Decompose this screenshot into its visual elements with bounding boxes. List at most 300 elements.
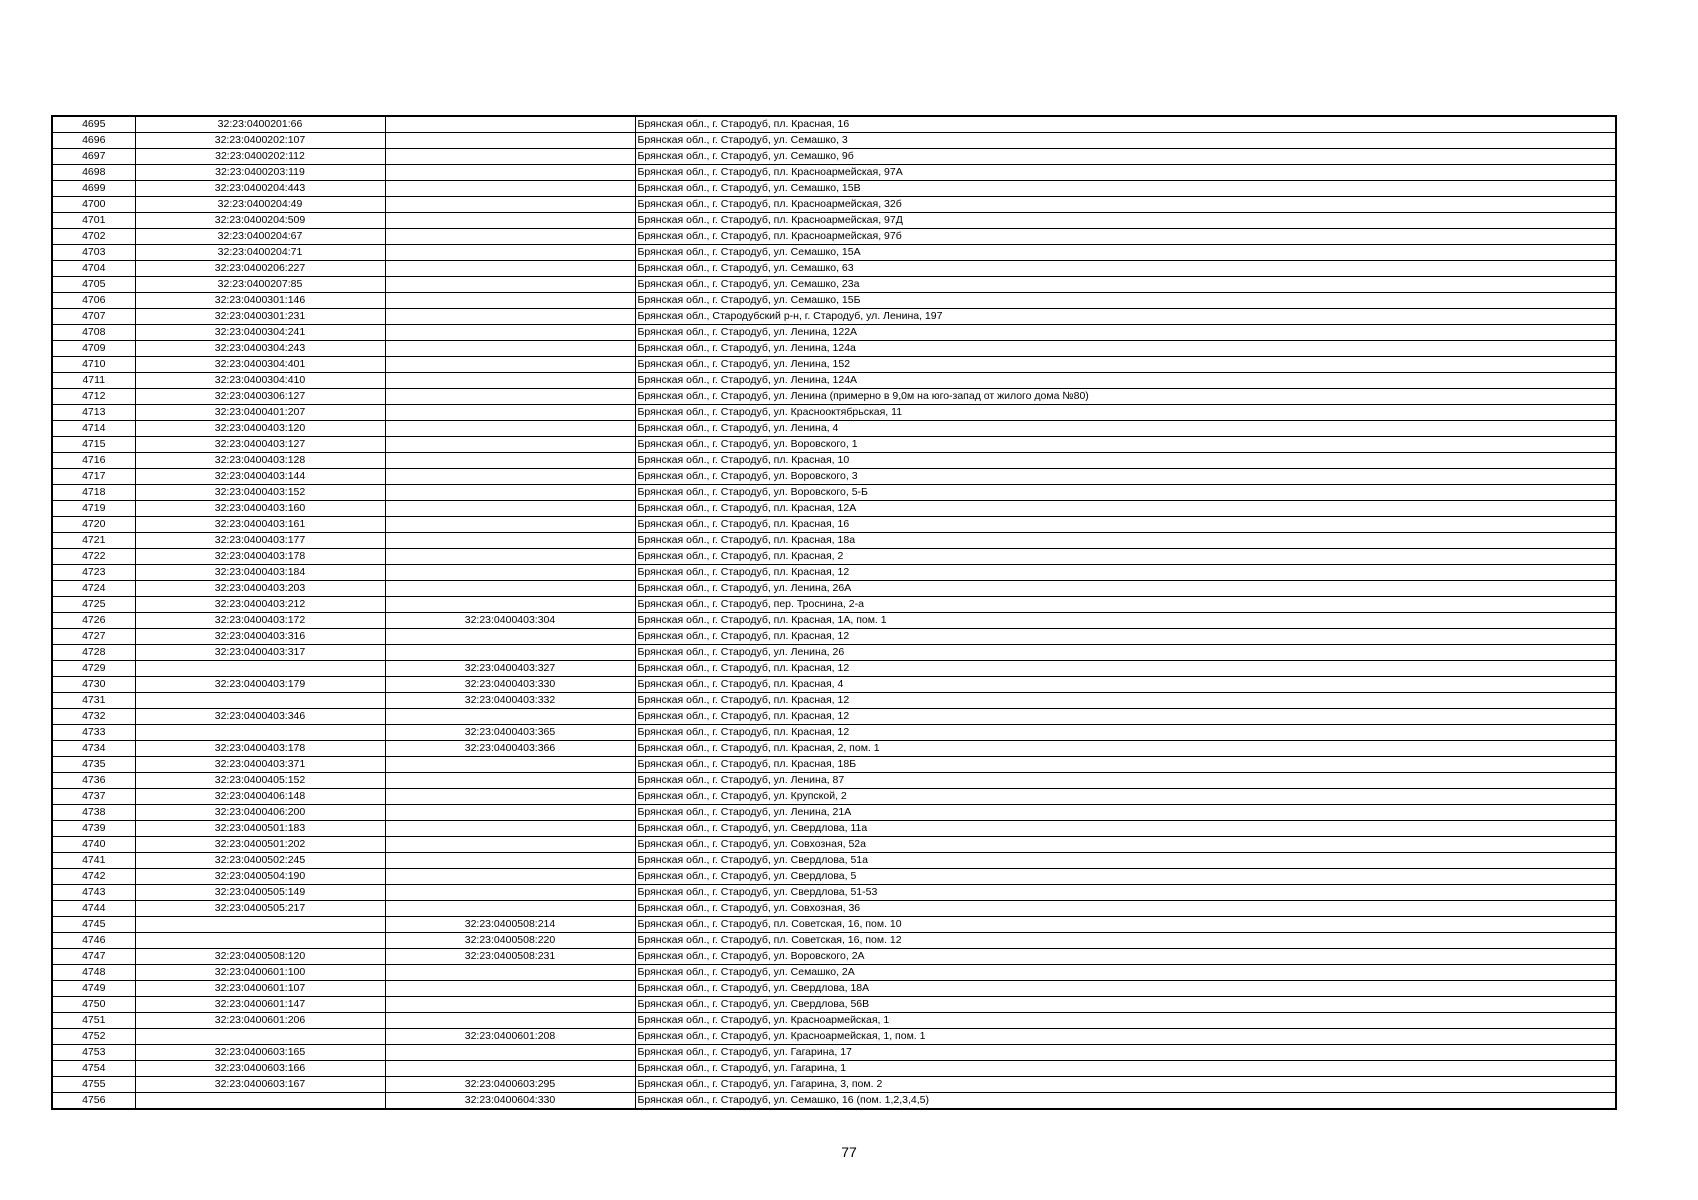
row-number-cell: 4732 (52, 709, 135, 725)
row-number-cell: 4739 (52, 821, 135, 837)
table-row (52, 677, 1616, 693)
address-cell: Брянская обл., г. Стародуб, ул. Семашко, 16 (пом. 1,2,3,4,5) (635, 1093, 1616, 1110)
cadastral-number-cell: 32:23:0400403:160 (135, 501, 385, 517)
row-number-cell: 4738 (52, 805, 135, 821)
row-number-cell: 4711 (52, 373, 135, 389)
table-row (52, 1013, 1616, 1029)
linked-cadastral-number-cell (385, 709, 635, 725)
linked-cadastral-number-cell (385, 565, 635, 581)
cadastral-number-cell: 32:23:0400406:148 (135, 789, 385, 805)
cadastral-number-cell: 32:23:0400505:217 (135, 901, 385, 917)
row-number-cell: 4706 (52, 293, 135, 309)
address-cell: Брянская обл., г. Стародуб, ул. Гагарина, 1 (635, 1061, 1616, 1077)
linked-cadastral-number-cell (385, 245, 635, 261)
table-row (52, 293, 1616, 309)
linked-cadastral-number-cell (385, 421, 635, 437)
table-row (52, 597, 1616, 613)
address-cell: Брянская обл., г. Стародуб, ул. Семашко, 15А (635, 245, 1616, 261)
cadastral-number-cell: 32:23:0400403:128 (135, 453, 385, 469)
address-cell: Брянская обл., г. Стародуб, ул. Ленина, 124а (635, 341, 1616, 357)
address-cell: Брянская обл., г. Стародуб, пл. Красная, 16 (635, 116, 1616, 133)
row-number-cell: 4723 (52, 565, 135, 581)
address-cell: Брянская обл., г. Стародуб, ул. Свердлова, 51-53 (635, 885, 1616, 901)
row-number-cell: 4695 (52, 116, 135, 133)
linked-cadastral-number-cell (385, 309, 635, 325)
table-row (52, 389, 1616, 405)
table-row (52, 725, 1616, 741)
linked-cadastral-number-cell (385, 165, 635, 181)
address-cell: Брянская обл., г. Стародуб, пер. Троснина, 2-а (635, 597, 1616, 613)
row-number-cell: 4747 (52, 949, 135, 965)
address-cell: Брянская обл., г. Стародуб, ул. Ленина (примерно в 9,0м на юго-запад от жилого дома №80) (635, 389, 1616, 405)
table-row (52, 693, 1616, 709)
address-cell: Брянская обл., г. Стародуб, пл. Красная, 1А, пом. 1 (635, 613, 1616, 629)
cadastral-number-cell: 32:23:0400601:147 (135, 997, 385, 1013)
table-row (52, 181, 1616, 197)
address-cell: Брянская обл., г. Стародуб, ул. Семашко, 9б (635, 149, 1616, 165)
cadastral-number-cell: 32:23:0400403:177 (135, 533, 385, 549)
address-cell: Брянская обл., г. Стародуб, пл. Красноармейская, 97б (635, 229, 1616, 245)
linked-cadastral-number-cell (385, 485, 635, 501)
row-number-cell: 4703 (52, 245, 135, 261)
cadastral-number-cell: 32:23:0400304:401 (135, 357, 385, 373)
linked-cadastral-number-cell: 32:23:0400508:231 (385, 949, 635, 965)
linked-cadastral-number-cell (385, 997, 635, 1013)
cadastral-number-cell: 32:23:0400301:231 (135, 309, 385, 325)
address-cell: Брянская обл., г. Стародуб, ул. Свердлова, 11а (635, 821, 1616, 837)
cadastral-number-cell: 32:23:0400403:184 (135, 565, 385, 581)
linked-cadastral-number-cell (385, 389, 635, 405)
table-row (52, 949, 1616, 965)
table-row (52, 661, 1616, 677)
linked-cadastral-number-cell: 32:23:0400403:365 (385, 725, 635, 741)
table-row (52, 373, 1616, 389)
row-number-cell: 4696 (52, 133, 135, 149)
address-cell: Брянская обл., г. Стародуб, пл. Красная, 18Б (635, 757, 1616, 773)
row-number-cell: 4743 (52, 885, 135, 901)
address-cell: Брянская обл., г. Стародуб, пл. Красная, 12 (635, 565, 1616, 581)
table-row (52, 965, 1616, 981)
linked-cadastral-number-cell: 32:23:0400601:208 (385, 1029, 635, 1045)
cadastral-number-cell (135, 725, 385, 741)
address-cell: Брянская обл., г. Стародуб, ул. Ленина, 122А (635, 325, 1616, 341)
address-cell: Брянская обл., г. Стародуб, пл. Красная, 10 (635, 453, 1616, 469)
address-cell: Брянская обл., г. Стародуб, ул. Ленина, 21А (635, 805, 1616, 821)
cadastral-number-cell (135, 693, 385, 709)
cadastral-number-cell: 32:23:0400403:152 (135, 485, 385, 501)
table-row (52, 213, 1616, 229)
row-number-cell: 4745 (52, 917, 135, 933)
address-cell: Брянская обл., г. Стародуб, пл. Красная, 2 (635, 549, 1616, 565)
cadastral-number-cell: 32:23:0400403:178 (135, 549, 385, 565)
address-cell: Брянская обл., г. Стародуб, пл. Советская, 16, пом. 12 (635, 933, 1616, 949)
linked-cadastral-number-cell: 32:23:0400403:330 (385, 677, 635, 693)
linked-cadastral-number-cell (385, 805, 635, 821)
address-cell: Брянская обл., г. Стародуб, ул. Ленина, 26А (635, 581, 1616, 597)
row-number-cell: 4726 (52, 613, 135, 629)
address-cell: Брянская обл., г. Стародуб, ул. Воровского, 5-Б (635, 485, 1616, 501)
address-cell: Брянская обл., г. Стародуб, пл. Красная, 2, пом. 1 (635, 741, 1616, 757)
cadastral-number-cell: 32:23:0400601:107 (135, 981, 385, 997)
row-number-cell: 4737 (52, 789, 135, 805)
table-row (52, 421, 1616, 437)
linked-cadastral-number-cell: 32:23:0400403:327 (385, 661, 635, 677)
address-cell: Брянская обл., г. Стародуб, ул. Семашко, 63 (635, 261, 1616, 277)
cadastral-number-cell: 32:23:0400204:67 (135, 229, 385, 245)
table-row (52, 309, 1616, 325)
linked-cadastral-number-cell (385, 773, 635, 789)
row-number-cell: 4740 (52, 837, 135, 853)
row-number-cell: 4699 (52, 181, 135, 197)
cadastral-number-cell: 32:23:0400403:120 (135, 421, 385, 437)
linked-cadastral-number-cell (385, 469, 635, 485)
row-number-cell: 4707 (52, 309, 135, 325)
table-row (52, 469, 1616, 485)
table-row (52, 997, 1616, 1013)
table-row (52, 197, 1616, 213)
cadastral-number-cell: 32:23:0400304:410 (135, 373, 385, 389)
cadastral-number-cell: 32:23:0400403:179 (135, 677, 385, 693)
row-number-cell: 4710 (52, 357, 135, 373)
linked-cadastral-number-cell (385, 197, 635, 213)
address-cell: Брянская обл., г. Стародуб, ул. Свердлова, 56В (635, 997, 1616, 1013)
table-row (52, 405, 1616, 421)
linked-cadastral-number-cell (385, 357, 635, 373)
row-number-cell: 4701 (52, 213, 135, 229)
table-row (52, 741, 1616, 757)
row-number-cell: 4742 (52, 869, 135, 885)
linked-cadastral-number-cell: 32:23:0400403:304 (385, 613, 635, 629)
linked-cadastral-number-cell: 32:23:0400403:366 (385, 741, 635, 757)
cadastral-number-cell: 32:23:0400603:165 (135, 1045, 385, 1061)
address-cell: Брянская обл., г. Стародуб, ул. Крупской, 2 (635, 789, 1616, 805)
table-row (52, 277, 1616, 293)
address-cell: Брянская обл., г. Стародуб, ул. Гагарина, 17 (635, 1045, 1616, 1061)
cadastral-number-cell (135, 933, 385, 949)
cadastral-number-cell: 32:23:0400204:509 (135, 213, 385, 229)
row-number-cell: 4735 (52, 757, 135, 773)
row-number-cell: 4746 (52, 933, 135, 949)
linked-cadastral-number-cell (385, 821, 635, 837)
cadastral-number-cell: 32:23:0400403:144 (135, 469, 385, 485)
linked-cadastral-number-cell (385, 181, 635, 197)
cadastral-number-cell: 32:23:0400603:167 (135, 1077, 385, 1093)
cadastral-number-cell: 32:23:0400304:243 (135, 341, 385, 357)
row-number-cell: 4727 (52, 629, 135, 645)
linked-cadastral-number-cell (385, 1013, 635, 1029)
cadastral-number-cell (135, 661, 385, 677)
linked-cadastral-number-cell (385, 213, 635, 229)
cadastral-number-cell: 32:23:0400505:149 (135, 885, 385, 901)
cadastral-number-cell: 32:23:0400403:316 (135, 629, 385, 645)
linked-cadastral-number-cell (385, 757, 635, 773)
table-row (52, 565, 1616, 581)
linked-cadastral-number-cell: 32:23:0400508:214 (385, 917, 635, 933)
cadastral-number-cell: 32:23:0400301:146 (135, 293, 385, 309)
row-number-cell: 4733 (52, 725, 135, 741)
cadastral-number-cell (135, 1093, 385, 1110)
row-number-cell: 4729 (52, 661, 135, 677)
row-number-cell: 4728 (52, 645, 135, 661)
row-number-cell: 4719 (52, 501, 135, 517)
cadastral-number-cell: 32:23:0400401:207 (135, 405, 385, 421)
row-number-cell: 4756 (52, 1093, 135, 1110)
table-row (52, 709, 1616, 725)
table-row (52, 933, 1616, 949)
table-row (52, 757, 1616, 773)
linked-cadastral-number-cell (385, 341, 635, 357)
address-cell: Брянская обл., г. Стародуб, ул. Семашко, 15В (635, 181, 1616, 197)
cadastral-number-cell: 32:23:0400403:127 (135, 437, 385, 453)
table-row (52, 533, 1616, 549)
address-cell: Брянская обл., г. Стародуб, ул. Ленина, 4 (635, 421, 1616, 437)
registry-table (51, 115, 1617, 1110)
cadastral-number-cell: 32:23:0400202:107 (135, 133, 385, 149)
row-number-cell: 4715 (52, 437, 135, 453)
linked-cadastral-number-cell (385, 373, 635, 389)
table-row (52, 837, 1616, 853)
row-number-cell: 4736 (52, 773, 135, 789)
address-cell: Брянская обл., г. Стародуб, ул. Воровского, 2А (635, 949, 1616, 965)
row-number-cell: 4754 (52, 1061, 135, 1077)
cadastral-number-cell (135, 1029, 385, 1045)
row-number-cell: 4749 (52, 981, 135, 997)
address-cell: Брянская обл., г. Стародуб, ул. Красноармейская, 1, пом. 1 (635, 1029, 1616, 1045)
row-number-cell: 4752 (52, 1029, 135, 1045)
cadastral-number-cell (135, 917, 385, 933)
linked-cadastral-number-cell (385, 133, 635, 149)
linked-cadastral-number-cell: 32:23:0400603:295 (385, 1077, 635, 1093)
table-row (52, 1029, 1616, 1045)
table-row (52, 789, 1616, 805)
row-number-cell: 4698 (52, 165, 135, 181)
address-cell: Брянская обл., г. Стародуб, ул. Воровского, 1 (635, 437, 1616, 453)
linked-cadastral-number-cell (385, 517, 635, 533)
table-row (52, 629, 1616, 645)
linked-cadastral-number-cell (385, 581, 635, 597)
address-cell: Брянская обл., г. Стародуб, ул. Ленина, 152 (635, 357, 1616, 373)
address-cell: Брянская обл., г. Стародуб, ул. Свердлова, 18А (635, 981, 1616, 997)
linked-cadastral-number-cell (385, 325, 635, 341)
linked-cadastral-number-cell: 32:23:0400403:332 (385, 693, 635, 709)
row-number-cell: 4730 (52, 677, 135, 693)
linked-cadastral-number-cell (385, 277, 635, 293)
row-number-cell: 4714 (52, 421, 135, 437)
address-cell: Брянская обл., г. Стародуб, пл. Красная, 12 (635, 709, 1616, 725)
cadastral-number-cell: 32:23:0400306:127 (135, 389, 385, 405)
row-number-cell: 4751 (52, 1013, 135, 1029)
row-number-cell: 4716 (52, 453, 135, 469)
cadastral-number-cell: 32:23:0400504:190 (135, 869, 385, 885)
address-cell: Брянская обл., г. Стародуб, пл. Красноармейская, 32б (635, 197, 1616, 213)
table-row (52, 149, 1616, 165)
cadastral-number-cell: 32:23:0400204:71 (135, 245, 385, 261)
cadastral-number-cell: 32:23:0400403:203 (135, 581, 385, 597)
table-row (52, 901, 1616, 917)
table-row (52, 165, 1616, 181)
row-number-cell: 4717 (52, 469, 135, 485)
cadastral-number-cell: 32:23:0400201:66 (135, 116, 385, 133)
row-number-cell: 4708 (52, 325, 135, 341)
table-row (52, 549, 1616, 565)
table-row (52, 341, 1616, 357)
table-row (52, 517, 1616, 533)
table-row (52, 869, 1616, 885)
linked-cadastral-number-cell (385, 149, 635, 165)
row-number-cell: 4704 (52, 261, 135, 277)
address-cell: Брянская обл., г. Стародуб, пл. Красноармейская, 97А (635, 165, 1616, 181)
address-cell: Брянская обл., г. Стародуб, пл. Красная, 18а (635, 533, 1616, 549)
address-cell: Брянская обл., г. Стародуб, пл. Красная, 16 (635, 517, 1616, 533)
table-row (52, 885, 1616, 901)
cadastral-number-cell: 32:23:0400502:245 (135, 853, 385, 869)
linked-cadastral-number-cell (385, 261, 635, 277)
row-number-cell: 4744 (52, 901, 135, 917)
row-number-cell: 4712 (52, 389, 135, 405)
table-row (52, 1045, 1616, 1061)
row-number-cell: 4721 (52, 533, 135, 549)
linked-cadastral-number-cell (385, 533, 635, 549)
row-number-cell: 4753 (52, 1045, 135, 1061)
linked-cadastral-number-cell (385, 453, 635, 469)
cadastral-number-cell: 32:23:0400405:152 (135, 773, 385, 789)
linked-cadastral-number-cell (385, 597, 635, 613)
table-row (52, 133, 1616, 149)
row-number-cell: 4748 (52, 965, 135, 981)
row-number-cell: 4755 (52, 1077, 135, 1093)
table-row (52, 453, 1616, 469)
linked-cadastral-number-cell (385, 405, 635, 421)
address-cell: Брянская обл., г. Стародуб, ул. Семашко, 23а (635, 277, 1616, 293)
linked-cadastral-number-cell (385, 116, 635, 133)
cadastral-number-cell: 32:23:0400204:49 (135, 197, 385, 213)
table-row (52, 981, 1616, 997)
registry-table-body (52, 116, 1616, 1109)
linked-cadastral-number-cell (385, 229, 635, 245)
table-row (52, 485, 1616, 501)
row-number-cell: 4724 (52, 581, 135, 597)
row-number-cell: 4722 (52, 549, 135, 565)
table-row (52, 229, 1616, 245)
table-row (52, 1061, 1616, 1077)
linked-cadastral-number-cell (385, 837, 635, 853)
address-cell: Брянская обл., г. Стародуб, пл. Советская, 16, пом. 10 (635, 917, 1616, 933)
address-cell: Брянская обл., г. Стародуб, ул. Воровского, 3 (635, 469, 1616, 485)
cadastral-number-cell: 32:23:0400508:120 (135, 949, 385, 965)
row-number-cell: 4718 (52, 485, 135, 501)
table-row (52, 821, 1616, 837)
linked-cadastral-number-cell (385, 981, 635, 997)
address-cell: Брянская обл., г. Стародуб, ул. Ленина, 124А (635, 373, 1616, 389)
cadastral-number-cell: 32:23:0400501:202 (135, 837, 385, 853)
cadastral-number-cell: 32:23:0400207:85 (135, 277, 385, 293)
address-cell: Брянская обл., г. Стародуб, ул. Совхозная, 52а (635, 837, 1616, 853)
row-number-cell: 4734 (52, 741, 135, 757)
row-number-cell: 4700 (52, 197, 135, 213)
cadastral-number-cell: 32:23:0400403:172 (135, 613, 385, 629)
cadastral-number-cell: 32:23:0400403:212 (135, 597, 385, 613)
linked-cadastral-number-cell (385, 1061, 635, 1077)
address-cell: Брянская обл., г. Стародуб, ул. Ленина, 87 (635, 773, 1616, 789)
cadastral-number-cell: 32:23:0400501:183 (135, 821, 385, 837)
page-number: 77 (841, 1144, 857, 1160)
table-row (52, 853, 1616, 869)
table-row (52, 357, 1616, 373)
linked-cadastral-number-cell (385, 869, 635, 885)
linked-cadastral-number-cell (385, 645, 635, 661)
table-row (52, 437, 1616, 453)
cadastral-number-cell: 32:23:0400204:443 (135, 181, 385, 197)
cadastral-number-cell: 32:23:0400203:119 (135, 165, 385, 181)
address-cell: Брянская обл., г. Стародуб, ул. Ленина, 26 (635, 645, 1616, 661)
row-number-cell: 4705 (52, 277, 135, 293)
table-row (52, 1077, 1616, 1093)
cadastral-number-cell: 32:23:0400206:227 (135, 261, 385, 277)
address-cell: Брянская обл., г. Стародуб, пл. Красная, 12 (635, 629, 1616, 645)
table-row (52, 581, 1616, 597)
linked-cadastral-number-cell (385, 965, 635, 981)
row-number-cell: 4741 (52, 853, 135, 869)
table-row (52, 805, 1616, 821)
address-cell: Брянская обл., г. Стародуб, пл. Красная, 12 (635, 725, 1616, 741)
linked-cadastral-number-cell: 32:23:0400508:220 (385, 933, 635, 949)
row-number-cell: 4697 (52, 149, 135, 165)
address-cell: Брянская обл., г. Стародуб, ул. Семашко, 3 (635, 133, 1616, 149)
cadastral-number-cell: 32:23:0400601:206 (135, 1013, 385, 1029)
linked-cadastral-number-cell (385, 501, 635, 517)
table-row (52, 613, 1616, 629)
row-number-cell: 4725 (52, 597, 135, 613)
cadastral-number-cell: 32:23:0400304:241 (135, 325, 385, 341)
row-number-cell: 4713 (52, 405, 135, 421)
cadastral-number-cell: 32:23:0400202:112 (135, 149, 385, 165)
address-cell: Брянская обл., г. Стародуб, пл. Красная, 12 (635, 661, 1616, 677)
table-row (52, 116, 1616, 133)
address-cell: Брянская обл., г. Стародуб, ул. Совхозная, 36 (635, 901, 1616, 917)
table-row (52, 245, 1616, 261)
cadastral-number-cell: 32:23:0400403:317 (135, 645, 385, 661)
linked-cadastral-number-cell (385, 853, 635, 869)
address-cell: Брянская обл., Стародубский р-н, г. Стародуб, ул. Ленина, 197 (635, 309, 1616, 325)
address-cell: Брянская обл., г. Стародуб, пл. Красноармейская, 97Д (635, 213, 1616, 229)
linked-cadastral-number-cell (385, 1045, 635, 1061)
address-cell: Брянская обл., г. Стародуб, ул. Гагарина, 3, пом. 2 (635, 1077, 1616, 1093)
cadastral-number-cell: 32:23:0400403:371 (135, 757, 385, 773)
address-cell: Брянская обл., г. Стародуб, ул. Краснооктябрьская, 11 (635, 405, 1616, 421)
address-cell: Брянская обл., г. Стародуб, пл. Красная, 12 (635, 693, 1616, 709)
linked-cadastral-number-cell (385, 789, 635, 805)
table-row (52, 501, 1616, 517)
linked-cadastral-number-cell (385, 901, 635, 917)
address-cell: Брянская обл., г. Стародуб, ул. Красноармейская, 1 (635, 1013, 1616, 1029)
cadastral-number-cell: 32:23:0400403:178 (135, 741, 385, 757)
row-number-cell: 4750 (52, 997, 135, 1013)
cadastral-number-cell: 32:23:0400403:161 (135, 517, 385, 533)
table-row (52, 773, 1616, 789)
table-row (52, 917, 1616, 933)
table-row (52, 1093, 1616, 1110)
cadastral-number-cell: 32:23:0400406:200 (135, 805, 385, 821)
address-cell: Брянская обл., г. Стародуб, ул. Свердлова, 5 (635, 869, 1616, 885)
table-row (52, 325, 1616, 341)
linked-cadastral-number-cell (385, 293, 635, 309)
cadastral-number-cell: 32:23:0400601:100 (135, 965, 385, 981)
address-cell: Брянская обл., г. Стародуб, ул. Свердлова, 51а (635, 853, 1616, 869)
linked-cadastral-number-cell (385, 629, 635, 645)
cadastral-number-cell: 32:23:0400403:346 (135, 709, 385, 725)
address-cell: Брянская обл., г. Стародуб, ул. Семашко, 2А (635, 965, 1616, 981)
linked-cadastral-number-cell: 32:23:0400604:330 (385, 1093, 635, 1110)
